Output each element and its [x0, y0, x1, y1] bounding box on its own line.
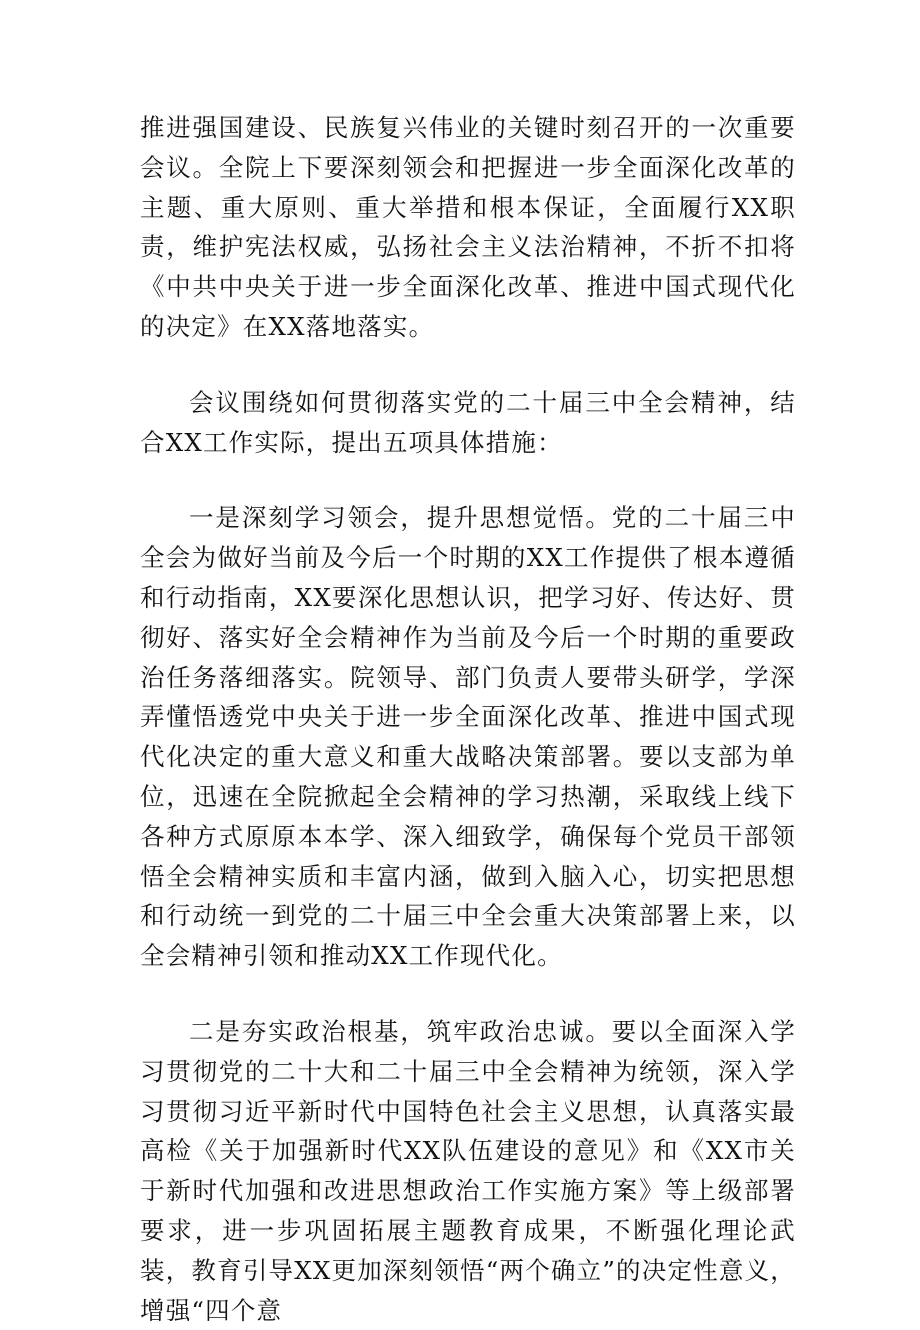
paragraph-intro: 推进强国建设、民族复兴伟业的关键时刻召开的一次重要会议。全院上下要深刻领会和把握进一步全面深化改革的主题、重大原则、重大举措和根本保证，全面履行XX职责，维护宪法权威，弘扬社会主义法治精神，不折不扣将《中共中央关于进一步全面深化改革、推进中国式现代化的决定》在XX落地落实。 [140, 113, 796, 341]
paragraph-measures-intro: 会议围绕如何贯彻落实党的二十届三中全会精神，结合XX工作实际，提出五项具体措施： [140, 387, 796, 457]
paragraph-measure-one: 一是深刻学习领会，提升思想觉悟。党的二十届三中全会为做好当前及今后一个时期的XX工作提供了根本遵循和行动指南，XX要深化思想认识，把学习好、传达好、贯彻好、落实好全会精神作为当前及今后一个时期的重要政治任务落细落实。院领导、部门负责人要带头研学，学深弄懂悟透党中央关于进一步全面深化改革、推进中国式现代化决定的重大意义和重大战略决策部署。要以支部为单位，迅速在全院掀起全会精神的学习热潮，采取线上线下各种方式原原本本学、深入细致学，确保每个党员干部领悟全会精神实质和丰富内涵，做到入脑入心，切实把思想和行动统一到党的二十届三中全会重大决策部署上来，以全会精神引领和推动XX工作现代化。 [140, 503, 796, 971]
paragraph-measure-two: 二是夯实政治根基，筑牢政治忠诚。要以全面深入学习贯彻党的二十大和二十届三中全会精神为统领，深入学习贯彻习近平新时代中国特色社会主义思想，认真落实最高检《关于加强新时代XX队伍建设的意见》和《XX市关于新时代加强和改进思想政治工作实施方案》等上级部署要求，进一步巩固拓展主题教育成果，不断强化理论武装，教育引导XX更加深刻领悟“两个确立”的决定性意义，增强“四个意 [140, 1016, 796, 1325]
